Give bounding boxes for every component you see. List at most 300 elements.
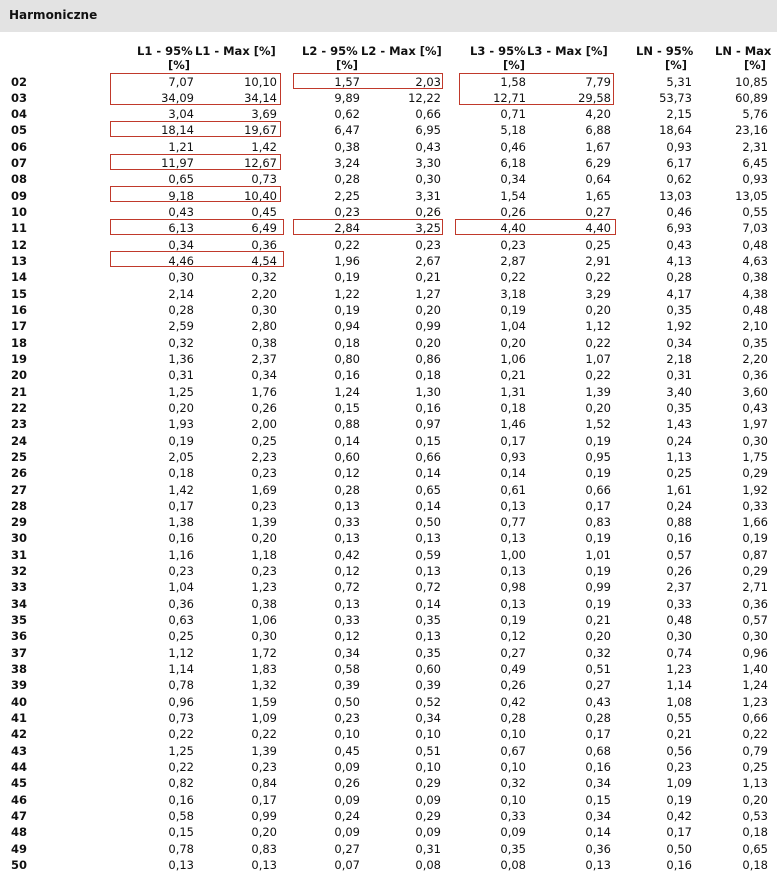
table-cell: 0,20 xyxy=(500,335,526,350)
column-header-unit: [%] xyxy=(665,58,688,72)
table-cell: 0,16 xyxy=(168,531,194,546)
harmonic-order: 14 xyxy=(11,270,28,285)
table-cell: 1,32 xyxy=(251,678,277,693)
table-cell: 0,20 xyxy=(585,302,611,317)
table-cell: 0,33 xyxy=(500,808,526,823)
table-cell: 10,10 xyxy=(244,74,277,89)
harmonic-order: 29 xyxy=(11,515,28,530)
table-cell: 2,23 xyxy=(251,449,277,464)
table-row xyxy=(0,188,777,204)
table-row xyxy=(0,498,777,514)
table-cell: 0,19 xyxy=(666,792,692,807)
table-cell: 0,42 xyxy=(666,808,692,823)
table-cell: 0,62 xyxy=(334,107,360,122)
table-cell: 0,22 xyxy=(168,727,194,742)
table-cell: 0,23 xyxy=(415,237,441,252)
table-cell: 6,29 xyxy=(585,156,611,171)
table-row xyxy=(0,710,777,726)
harmonic-order: 02 xyxy=(11,74,28,89)
table-cell: 0,36 xyxy=(742,368,768,383)
table-cell: 0,19 xyxy=(334,270,360,285)
table-cell: 0,32 xyxy=(585,645,611,660)
table-cell: 0,25 xyxy=(666,466,692,481)
table-cell: 1,54 xyxy=(500,188,526,203)
table-cell: 0,57 xyxy=(742,613,768,628)
table-row xyxy=(0,824,777,840)
table-cell: 0,66 xyxy=(415,449,441,464)
table-cell: 6,47 xyxy=(334,123,360,138)
table-cell: 0,09 xyxy=(334,825,360,840)
table-cell: 13,03 xyxy=(659,188,692,203)
table-cell: 0,19 xyxy=(585,466,611,481)
table-cell: 1,14 xyxy=(168,662,194,677)
table-cell: 6,18 xyxy=(500,156,526,171)
table-cell: 0,23 xyxy=(334,205,360,220)
table-cell: 0,42 xyxy=(334,547,360,562)
table-cell: 0,29 xyxy=(742,564,768,579)
table-cell: 0,23 xyxy=(251,498,277,513)
table-cell: 2,00 xyxy=(251,417,277,432)
table-cell: 0,19 xyxy=(585,531,611,546)
table-row xyxy=(0,384,777,400)
table-cell: 1,00 xyxy=(500,547,526,562)
table-cell: 0,65 xyxy=(742,841,768,856)
table-cell: 0,51 xyxy=(585,662,611,677)
column-header: LN - Max xyxy=(715,44,772,58)
table-cell: 0,15 xyxy=(168,825,194,840)
table-cell: 3,29 xyxy=(585,286,611,301)
table-cell: 0,27 xyxy=(334,841,360,856)
column-header: L3 - Max [%] xyxy=(527,44,608,58)
table-cell: 1,97 xyxy=(742,417,768,432)
table-cell: 0,18 xyxy=(742,825,768,840)
harmonic-order: 13 xyxy=(11,254,28,269)
table-cell: 6,13 xyxy=(168,221,194,236)
table-cell: 0,30 xyxy=(415,172,441,187)
table-cell: 0,83 xyxy=(585,515,611,530)
table-cell: 0,12 xyxy=(334,564,360,579)
table-row xyxy=(0,449,777,465)
column-header: LN - 95% xyxy=(636,44,694,58)
table-cell: 0,31 xyxy=(415,841,441,856)
table-cell: 0,36 xyxy=(742,596,768,611)
table-cell: 0,23 xyxy=(334,710,360,725)
table-cell: 0,30 xyxy=(666,629,692,644)
table-cell: 0,14 xyxy=(415,466,441,481)
table-cell: 0,29 xyxy=(415,808,441,823)
table-cell: 0,62 xyxy=(666,172,692,187)
column-header-unit: [%] xyxy=(744,58,767,72)
table-cell: 0,94 xyxy=(334,319,360,334)
table-cell: 1,65 xyxy=(585,188,611,203)
table-cell: 0,10 xyxy=(500,727,526,742)
table-row xyxy=(0,416,777,432)
table-cell: 0,42 xyxy=(500,694,526,709)
table-cell: 2,71 xyxy=(742,580,768,595)
table-cell: 0,46 xyxy=(500,139,526,154)
table-cell: 0,34 xyxy=(585,808,611,823)
harmonic-order: 19 xyxy=(11,351,28,366)
table-cell: 0,13 xyxy=(415,531,441,546)
table-cell: 2,37 xyxy=(666,580,692,595)
harmonic-order: 12 xyxy=(11,237,28,252)
title-bar xyxy=(0,0,777,32)
table-cell: 1,58 xyxy=(500,74,526,89)
table-cell: 1,46 xyxy=(500,417,526,432)
table-row xyxy=(0,155,777,171)
table-cell: 0,16 xyxy=(415,400,441,415)
table-cell: 0,08 xyxy=(415,857,441,872)
table-cell: 0,13 xyxy=(415,629,441,644)
table-cell: 2,80 xyxy=(251,319,277,334)
table-cell: 2,20 xyxy=(251,286,277,301)
table-cell: 0,38 xyxy=(251,335,277,350)
table-cell: 0,27 xyxy=(585,678,611,693)
table-cell: 0,13 xyxy=(334,498,360,513)
table-cell: 0,21 xyxy=(666,727,692,742)
table-cell: 0,09 xyxy=(334,759,360,774)
table-cell: 34,14 xyxy=(244,90,277,105)
table-cell: 0,22 xyxy=(742,727,768,742)
table-cell: 0,22 xyxy=(500,270,526,285)
table-cell: 0,38 xyxy=(251,596,277,611)
table-cell: 0,21 xyxy=(585,613,611,628)
table-cell: 1,23 xyxy=(251,580,277,595)
harmonic-order: 26 xyxy=(11,466,28,481)
table-cell: 1,27 xyxy=(415,286,441,301)
table-cell: 0,17 xyxy=(500,433,526,448)
table-cell: 3,18 xyxy=(500,286,526,301)
table-cell: 0,80 xyxy=(334,351,360,366)
table-cell: 2,15 xyxy=(666,107,692,122)
table-cell: 0,33 xyxy=(666,596,692,611)
table-cell: 0,34 xyxy=(500,172,526,187)
harmonic-order: 30 xyxy=(11,531,28,546)
harmonic-order: 25 xyxy=(11,449,28,464)
table-cell: 1,93 xyxy=(168,417,194,432)
table-cell: 0,99 xyxy=(585,580,611,595)
table-cell: 0,86 xyxy=(415,351,441,366)
table-cell: 0,34 xyxy=(666,335,692,350)
table-row xyxy=(0,645,777,661)
table-row xyxy=(0,694,777,710)
table-cell: 0,77 xyxy=(500,515,526,530)
table-cell: 6,93 xyxy=(666,221,692,236)
table-cell: 13,05 xyxy=(735,188,768,203)
table-cell: 0,39 xyxy=(334,678,360,693)
table-cell: 0,34 xyxy=(168,237,194,252)
table-cell: 1,18 xyxy=(251,547,277,562)
table-cell: 0,18 xyxy=(500,400,526,415)
table-cell: 0,22 xyxy=(585,270,611,285)
table-cell: 0,22 xyxy=(168,759,194,774)
harmonic-order: 43 xyxy=(11,743,28,758)
table-cell: 0,32 xyxy=(500,776,526,791)
table-cell: 0,64 xyxy=(585,172,611,187)
column-header: L1 - Max [%] xyxy=(195,44,276,58)
table-cell: 3,60 xyxy=(742,384,768,399)
table-cell: 0,26 xyxy=(500,205,526,220)
table-cell: 0,48 xyxy=(742,237,768,252)
table-cell: 0,23 xyxy=(251,564,277,579)
table-cell: 2,91 xyxy=(585,254,611,269)
table-cell: 0,16 xyxy=(334,368,360,383)
table-cell: 0,15 xyxy=(415,433,441,448)
table-cell: 0,21 xyxy=(500,368,526,383)
table-cell: 1,39 xyxy=(251,743,277,758)
table-cell: 0,28 xyxy=(334,172,360,187)
table-cell: 0,35 xyxy=(742,335,768,350)
harmonic-order: 39 xyxy=(11,678,28,693)
harmonic-order: 04 xyxy=(11,107,28,122)
table-row xyxy=(0,106,777,122)
table-cell: 0,73 xyxy=(168,710,194,725)
table-cell: 0,23 xyxy=(500,237,526,252)
table-cell: 0,53 xyxy=(742,808,768,823)
table-cell: 4,54 xyxy=(251,254,277,269)
table-cell: 29,58 xyxy=(578,90,611,105)
table-cell: 0,30 xyxy=(168,270,194,285)
table-cell: 0,18 xyxy=(415,368,441,383)
table-row xyxy=(0,204,777,220)
table-cell: 0,20 xyxy=(251,531,277,546)
table-cell: 0,22 xyxy=(334,237,360,252)
table-cell: 1,39 xyxy=(585,384,611,399)
table-cell: 0,13 xyxy=(334,531,360,546)
table-row xyxy=(0,237,777,253)
table-cell: 0,10 xyxy=(334,727,360,742)
table-cell: 4,63 xyxy=(742,254,768,269)
column-header-unit: [%] xyxy=(336,58,359,72)
table-cell: 1,30 xyxy=(415,384,441,399)
table-cell: 0,78 xyxy=(168,841,194,856)
table-cell: 0,63 xyxy=(168,613,194,628)
table-cell: 0,36 xyxy=(168,596,194,611)
table-cell: 3,25 xyxy=(415,221,441,236)
table-cell: 1,07 xyxy=(585,351,611,366)
table-row xyxy=(0,74,777,90)
table-cell: 0,65 xyxy=(168,172,194,187)
table-cell: 2,05 xyxy=(168,449,194,464)
table-cell: 2,84 xyxy=(334,221,360,236)
table-cell: 4,46 xyxy=(168,254,194,269)
table-cell: 0,28 xyxy=(500,710,526,725)
harmonic-order: 45 xyxy=(11,776,28,791)
table-cell: 1,96 xyxy=(334,254,360,269)
table-cell: 3,69 xyxy=(251,107,277,122)
table-cell: 0,23 xyxy=(251,759,277,774)
table-cell: 0,83 xyxy=(251,841,277,856)
table-cell: 0,26 xyxy=(500,678,526,693)
table-cell: 0,36 xyxy=(585,841,611,856)
table-cell: 0,24 xyxy=(334,808,360,823)
table-cell: 0,58 xyxy=(334,662,360,677)
table-cell: 0,22 xyxy=(585,335,611,350)
table-cell: 0,93 xyxy=(742,172,768,187)
table-cell: 0,19 xyxy=(334,302,360,317)
table-cell: 0,46 xyxy=(666,205,692,220)
table-cell: 0,55 xyxy=(666,710,692,725)
table-cell: 1,92 xyxy=(666,319,692,334)
table-cell: 0,20 xyxy=(168,400,194,415)
table-cell: 1,66 xyxy=(742,515,768,530)
table-cell: 0,32 xyxy=(168,335,194,350)
harmonic-order: 15 xyxy=(11,286,28,301)
table-cell: 0,59 xyxy=(415,547,441,562)
table-cell: 0,19 xyxy=(585,433,611,448)
table-cell: 0,10 xyxy=(415,727,441,742)
table-row xyxy=(0,171,777,187)
table-cell: 0,43 xyxy=(666,237,692,252)
table-cell: 4,40 xyxy=(585,221,611,236)
table-cell: 0,79 xyxy=(742,743,768,758)
harmonic-order: 07 xyxy=(11,156,28,171)
harmonic-order: 11 xyxy=(11,221,28,236)
table-cell: 7,07 xyxy=(168,74,194,89)
table-cell: 2,87 xyxy=(500,254,526,269)
table-cell: 1,36 xyxy=(168,351,194,366)
table-cell: 0,26 xyxy=(666,564,692,579)
table-cell: 0,25 xyxy=(168,629,194,644)
table-cell: 0,19 xyxy=(168,433,194,448)
table-cell: 0,34 xyxy=(251,368,277,383)
table-cell: 0,10 xyxy=(415,759,441,774)
table-row xyxy=(0,465,777,481)
table-row xyxy=(0,318,777,334)
table-cell: 2,37 xyxy=(251,351,277,366)
table-cell: 0,50 xyxy=(334,694,360,709)
table-cell: 0,60 xyxy=(415,662,441,677)
table-cell: 0,98 xyxy=(500,580,526,595)
table-cell: 1,06 xyxy=(500,351,526,366)
harmonic-order: 36 xyxy=(11,629,28,644)
table-cell: 0,56 xyxy=(666,743,692,758)
table-cell: 0,84 xyxy=(251,776,277,791)
table-cell: 0,13 xyxy=(500,531,526,546)
table-cell: 0,20 xyxy=(415,302,441,317)
table-cell: 6,17 xyxy=(666,156,692,171)
harmonic-order: 09 xyxy=(11,188,28,203)
table-row xyxy=(0,433,777,449)
table-cell: 2,10 xyxy=(742,319,768,334)
table-cell: 0,10 xyxy=(500,792,526,807)
table-cell: 0,45 xyxy=(334,743,360,758)
table-cell: 0,34 xyxy=(585,776,611,791)
table-cell: 4,20 xyxy=(585,107,611,122)
table-row xyxy=(0,253,777,269)
table-cell: 3,04 xyxy=(168,107,194,122)
table-cell: 0,28 xyxy=(168,302,194,317)
table-cell: 4,40 xyxy=(500,221,526,236)
table-cell: 1,09 xyxy=(251,710,277,725)
table-cell: 0,48 xyxy=(666,613,692,628)
table-row xyxy=(0,759,777,775)
table-row xyxy=(0,857,777,873)
column-header-unit: [%] xyxy=(168,58,191,72)
harmonic-order: 06 xyxy=(11,139,28,154)
harmonic-order: 44 xyxy=(11,759,28,774)
table-cell: 0,13 xyxy=(500,564,526,579)
table-cell: 0,99 xyxy=(415,319,441,334)
table-cell: 1,92 xyxy=(742,482,768,497)
table-cell: 0,51 xyxy=(415,743,441,758)
table-cell: 0,31 xyxy=(168,368,194,383)
table-row xyxy=(0,596,777,612)
table-cell: 0,30 xyxy=(251,302,277,317)
harmonic-order: 50 xyxy=(11,857,28,872)
table-cell: 7,03 xyxy=(742,221,768,236)
table-cell: 6,88 xyxy=(585,123,611,138)
table-cell: 0,25 xyxy=(742,759,768,774)
table-row xyxy=(0,612,777,628)
table-cell: 0,23 xyxy=(251,466,277,481)
table-row xyxy=(0,514,777,530)
table-cell: 11,97 xyxy=(161,156,194,171)
table-cell: 1,13 xyxy=(666,449,692,464)
harmonic-order: 05 xyxy=(11,123,28,138)
table-cell: 4,17 xyxy=(666,286,692,301)
table-cell: 12,22 xyxy=(408,90,441,105)
table-row xyxy=(0,335,777,351)
table-cell: 0,14 xyxy=(500,466,526,481)
table-cell: 2,31 xyxy=(742,139,768,154)
table-cell: 23,16 xyxy=(735,123,768,138)
table-cell: 0,52 xyxy=(415,694,441,709)
table-cell: 0,14 xyxy=(415,498,441,513)
table-cell: 0,19 xyxy=(500,302,526,317)
table-cell: 0,39 xyxy=(415,678,441,693)
table-cell: 0,19 xyxy=(742,531,768,546)
table-cell: 1,67 xyxy=(585,139,611,154)
table-row xyxy=(0,792,777,808)
harmonic-order: 20 xyxy=(11,368,28,383)
table-cell: 18,14 xyxy=(161,123,194,138)
table-cell: 0,58 xyxy=(168,808,194,823)
table-cell: 19,67 xyxy=(244,123,277,138)
table-cell: 9,18 xyxy=(168,188,194,203)
table-cell: 0,32 xyxy=(251,270,277,285)
table-cell: 1,40 xyxy=(742,662,768,677)
table-cell: 1,12 xyxy=(168,645,194,660)
table-cell: 0,20 xyxy=(585,400,611,415)
harmonic-order: 31 xyxy=(11,547,28,562)
table-cell: 0,95 xyxy=(585,449,611,464)
table-cell: 2,67 xyxy=(415,254,441,269)
table-row xyxy=(0,400,777,416)
table-cell: 2,25 xyxy=(334,188,360,203)
table-cell: 2,18 xyxy=(666,351,692,366)
table-cell: 0,99 xyxy=(251,808,277,823)
table-cell: 0,14 xyxy=(585,825,611,840)
harmonic-order: 42 xyxy=(11,727,28,742)
table-cell: 0,65 xyxy=(415,482,441,497)
table-cell: 1,69 xyxy=(251,482,277,497)
table-cell: 0,26 xyxy=(334,776,360,791)
table-cell: 1,76 xyxy=(251,384,277,399)
table-cell: 0,27 xyxy=(585,205,611,220)
table-cell: 0,17 xyxy=(666,825,692,840)
table-row xyxy=(0,367,777,383)
table-cell: 1,42 xyxy=(251,139,277,154)
table-cell: 0,13 xyxy=(500,498,526,513)
table-cell: 0,34 xyxy=(415,710,441,725)
harmonic-order: 23 xyxy=(11,417,28,432)
table-cell: 3,31 xyxy=(415,188,441,203)
table-cell: 0,22 xyxy=(251,727,277,742)
harmonic-order: 24 xyxy=(11,433,28,448)
table-cell: 0,66 xyxy=(415,107,441,122)
table-cell: 1,24 xyxy=(742,678,768,693)
